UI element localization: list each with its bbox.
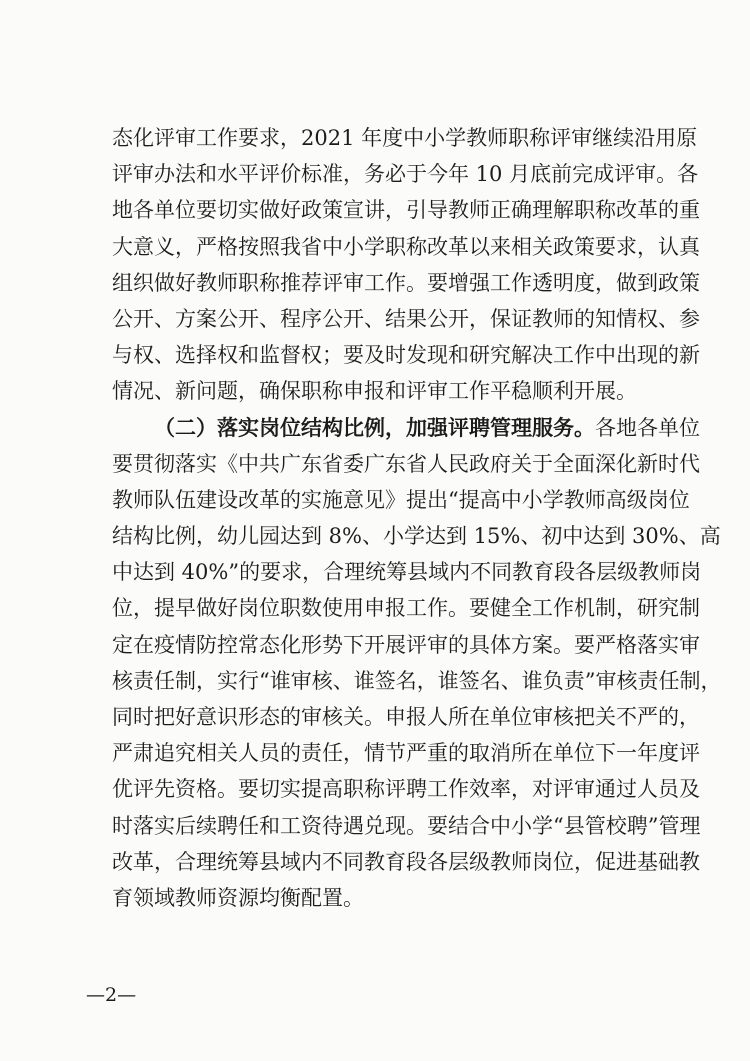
section-heading: （二）落实岗位结构比例，加强评聘管理服务。 (154, 414, 595, 440)
body-text (112, 120, 722, 916)
page-number: —2— (86, 984, 137, 1006)
text-line: 评审办法和水平评价标准，务必于今年 10 月底前完成评审。各 (112, 162, 699, 187)
text-line: 育领域教师资源均衡配置。 (112, 885, 364, 910)
text-line: 情况、新问题，确保职称申报和评审工作平稳顺利开展。 (112, 379, 637, 404)
paragraph-2 (112, 410, 722, 917)
text-line: 位，提早做好岗位职数使用申报工作。要健全工作机制，研究制 (112, 596, 700, 621)
text-line: 结构比例，幼儿园达到 8%、小学达到 15%、初中达到 30%、高 (112, 524, 721, 549)
text-line: 要贯彻落实《中共广东省委广东省人民政府关于全面深化新时代 (112, 451, 700, 476)
text-line: 地各单位要切实做好政策宣讲，引导教师正确理解职称改革的重 (112, 198, 700, 223)
text-line: 时落实后续聘任和工资待遇兑现。要结合中小学“县管校聘”管理 (112, 813, 701, 838)
text-line: 组织做好教师职称推荐评审工作。要增强工作透明度，做到政策 (112, 270, 700, 295)
text-line: 与权、选择权和监督权；要及时发现和研究解决工作中出现的新 (112, 343, 700, 368)
paragraph-1 (112, 120, 700, 410)
text-line: 教师队伍建设改革的实施意见》提出“提高中小学教师高级岗位 (112, 487, 690, 512)
text-line: 中达到 40%”的要求，合理统筹县域内不同教育段各层级教师岗 (112, 560, 702, 585)
text-line: 态化评审工作要求，2021 年度中小学教师职称评审继续沿用原 (112, 126, 698, 150)
paragraph-2-first-line (112, 410, 700, 446)
text-line: 公开、方案公开、程序公开、结果公开，保证教师的知情权、参 (112, 306, 700, 331)
heading-line-rest: 各地各单位 (595, 415, 700, 440)
text-line: 优评先资格。要切实提高职称评聘工作效率，对评审通过人员及 (112, 777, 700, 802)
text-line: 严肃追究相关人员的责任，情节严重的取消所在单位下一年度评 (112, 741, 700, 766)
text-line: 核责任制，实行“谁审核、谁签名，谁签名、谁负责”审核责任制， (112, 668, 722, 693)
text-line: 大意义，严格按照我省中小学职称改革以来相关政策要求，认真 (112, 234, 700, 259)
text-line: 同时把好意识形态的审核关。申报人所在单位审核把关不严的， (112, 705, 700, 729)
text-line: 定在疫情防控常态化形势下开展评审的具体方案。要严格落实审 (112, 632, 700, 657)
text-line: 改革，合理统筹县域内不同教育段各层级教师岗位，促进基础教 (112, 849, 700, 874)
